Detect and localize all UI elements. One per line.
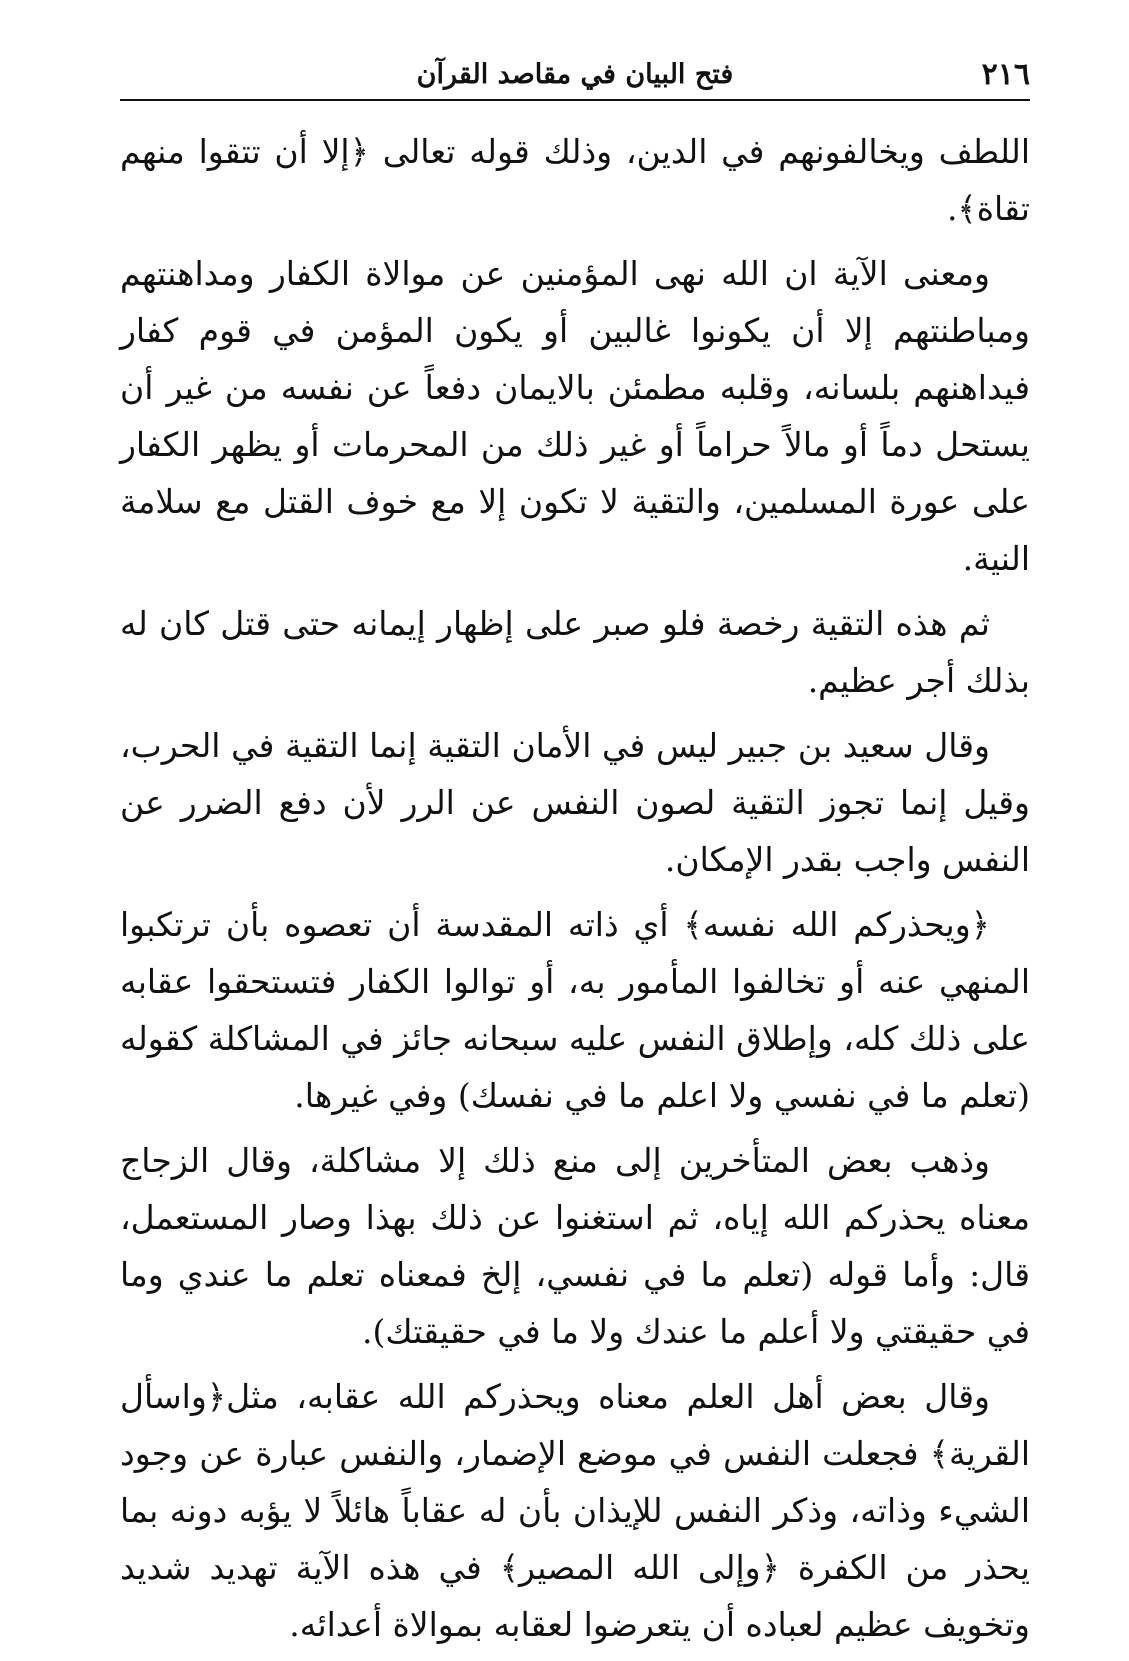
- page: [120, 55, 1030, 1661]
- body-text: [120, 123, 1030, 1653]
- paragraph-7: وقال بعض أهل العلم معناه ويحذركم الله عقابه، مثل﴿واسأل القرية﴾ فجعلت النفس في موضع الإضمار، والنفس عبارة عن وجود الشيء وذاته، وذكر النفس للإيذان بأن له عقاباً هائلاً لا يؤبه دونه بما يحذر من الكفرة ﴿وإلى الله المصير﴾ في هذه الآية تهديد شديد وتخويف عظيم لعباده أن يتعرضوا لعقابه بموالاة أعدائه.: [120, 1377, 1030, 1644]
- paragraph-6: وذهب بعض المتأخرين إلى منع ذلك إلا مشاكلة، وقال الزجاج معناه يحذركم الله إياه، ثم استغنوا عن ذلك بهذا وصار المستعمل، قال: وأما قوله (تعلم ما في نفسي، إلخ فمعناه تعلم ما عندي وما في حقيقتي ولا أعلم ما عندك ولا ما في حقيقتك).: [120, 1141, 1030, 1351]
- page-number: ٢١٦: [981, 57, 1030, 92]
- paragraph-5: ﴿ويحذركم الله نفسه﴾ أي ذاته المقدسة أن تعصوه بأن ترتكبوا المنهي عنه أو تخالفوا المأمور به، أو توالوا الكفار فتستحقوا عقابه على ذلك كله، وإطلاق النفس عليه سبحانه جائز في المشاكلة كقوله (تعلم ما في نفسي ولا اعلم ما في نفسك) وفي غيرها.: [120, 905, 1030, 1115]
- paragraph-2: ومعنى الآية ان الله نهى المؤمنين عن موالاة الكفار ومداهنتهم ومباطنتهم إلا أن يكونوا غالبين أو يكون المؤمن في قوم كفار فيداهنهم بلسانه، وقلبه مطمئن بالايمان دفعاً عن نفسه من غير أن يستحل دماً أو مالاً حراماً أو غير ذلك من المحرمات أو يظهر الكفار على عورة المسلمين، والتقية لا تكون إلا مع خوف القتل مع سلامة النية.: [120, 254, 1030, 578]
- page-header: [120, 55, 1030, 101]
- paragraph-3: ثم هذه التقية رخصة فلو صبر على إظهار إيمانه حتى قتل كان له بذلك أجر عظيم.: [120, 604, 1030, 700]
- paragraph-1: اللطف ويخالفونهم في الدين، وذلك قوله تعالى ﴿إلا أن تتقوا منهم تقاة﴾.: [120, 132, 1030, 228]
- paragraph-4: وقال سعيد بن جبير ليس في الأمان التقية إنما التقية في الحرب، وقيل إنما تجوز التقية لصون النفس عن الرر لأن دفع الضرر عن النفس واجب بقدر الإمكان.: [120, 726, 1030, 879]
- running-title: فتح البيان في مقاصد القرآن: [416, 59, 734, 90]
